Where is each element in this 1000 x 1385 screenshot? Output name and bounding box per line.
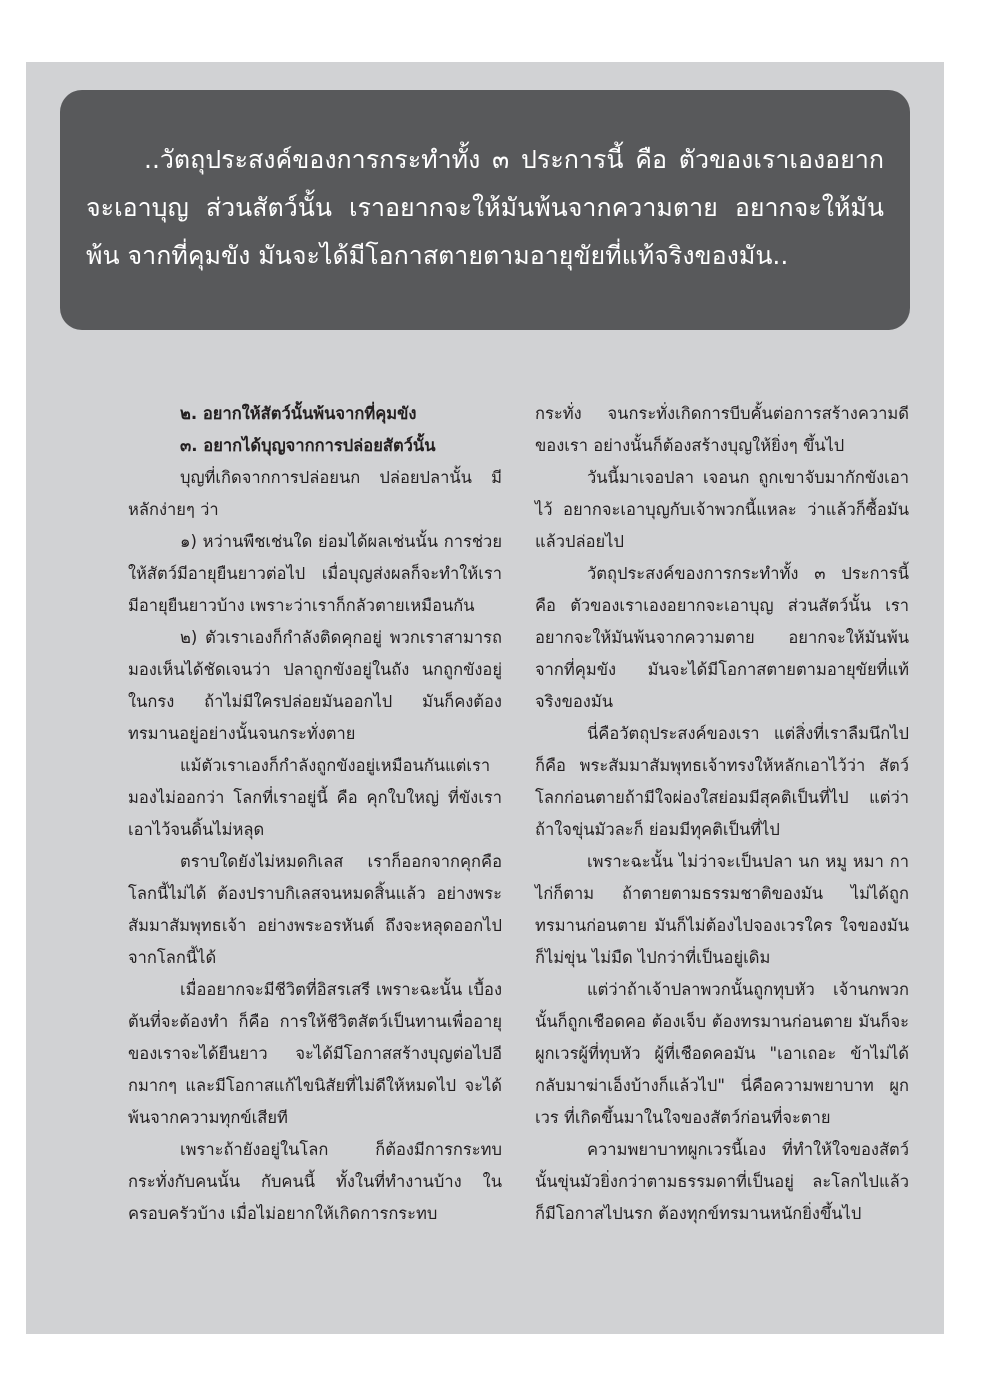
- paragraph: ตราบใดยังไม่หมดกิเลส เราก็ออกจากคุกคือโลกนี้ไม่ได้ ต้องปราบกิเลสจนหมดสิ้นแล้ว อย่างพระสัมมาสัมพุทธเจ้า อย่างพระอรหันต์ ถึงจะหลุดออกไปจากโลกนี้ได้: [128, 852, 502, 967]
- paragraph: วันนี้มาเจอปลา เจอนก ถูกเขาจับมากักขังเอาไว้ อยากจะเอาบุญกับเจ้าพวกนี้แหละ ว่าแล้วก็ซื้อมันแล้วปล่อยไป: [535, 468, 909, 551]
- quote-text: ..วัตถุประสงค์ของการกระทำทั้ง ๓ ประการนี้ คือ ตัวของเราเองอยาก จะเอาบุญ ส่วนสัตว์นั้น เราอยากจะให้มันพ้นจากความตาย อยากจะให้มันพ้น จากที่คุมขัง มันจะได้มีโอกาสตายตามอายุขัยที่แท้จริงของมัน..: [86, 145, 884, 270]
- paragraph: นี่คือวัตถุประสงค์ของเรา แต่สิ่งที่เราลืมนึกไปก็คือ พระสัมมาสัมพุทธเจ้าทรงให้หลักเอาไว้ว่า สัตว์โลกก่อนตายถ้ามีใจผ่องใสย่อมมีสุคติเป็นที่ไป แต่ว่าถ้าใจขุ่นมัวละก็ ย่อมมีทุคติเป็นที่ไป: [535, 724, 909, 839]
- paragraph: วัตถุประสงค์ของการกระทำทั้ง ๓ ประการนี้ คือ ตัวของเราเองอยากจะเอาบุญ ส่วนสัตว์นั้น เราอยากจะให้มันพ้นจากความตาย อยากจะให้มันพ้นจากที่คุมขัง มันจะได้มีโอกาสตายตามอายุขัยที่แท้จริงของมัน: [535, 564, 909, 711]
- list-item-3: ๓. อยากได้บุญจากการปล่อยสัตว์นั้น: [180, 436, 436, 455]
- paragraph: เพราะฉะนั้น ไม่ว่าจะเป็นปลา นก หมู หมา กา ไก่ก็ตาม ถ้าตายตามธรรมชาติของมัน ไม่ได้ถูกทรมานก่อนตาย มันก็ไม่ต้องไปจองเวรใคร ใจของมันก็ไม่ขุ่น ไม่มืด ไปกว่าที่เป็นอยู่เดิม: [535, 852, 909, 967]
- paragraph: ความพยาบาทผูกเวรนี้เอง ที่ทำให้ใจของสัตว์นั้นขุ่นมัวยิ่งกว่าตามธรรมดาที่เป็นอยู่ ละโลกไปแล้ว ก็มีโอกาสไปนรก ต้องทุกข์ทรมานหนักยิ่งขึ้นไป: [535, 1140, 909, 1223]
- paragraph: บุญที่เกิดจากการปล่อยนก ปล่อยปลานั้น มีหลักง่ายๆ ว่า: [128, 468, 502, 519]
- paragraph: แม้ตัวเราเองก็กำลังถูกขังอยู่เหมือนกันแต่เรามองไม่ออกว่า โลกที่เราอยู่นี้ คือ คุกใบใหญ่ ที่ขังเราเอาไว้จนดิ้นไม่หลุด: [128, 756, 502, 839]
- paragraph: แต่ว่าถ้าเจ้าปลาพวกนั้นถูกทุบหัว เจ้านกพวกนั้นก็ถูกเชือดคอ ต้องเจ็บ ต้องทรมานก่อนตาย มันก็จะผูกเวรผู้ที่ทุบหัว ผู้ที่เชือดคอมัน "เอาเถอะ ข้าไม่ได้กลับมาฆ่าเอ็งบ้างก็แล้วไป" นี่คือความพยาบาท ผูกเวร ที่เกิดขึ้นมาในใจของสัตว์ก่อนที่จะตาย: [535, 980, 909, 1127]
- paragraph: เพราะถ้ายังอยู่ในโลก ก็ต้องมีการกระทบกระทั่งกับคนนั้น กับคนนี้ ทั้งในที่ทำงานบ้าง ในครอบครัวบ้าง เมื่อไม่อยากให้เกิดการกระทบ: [128, 1140, 502, 1223]
- paragraph: ๒) ตัวเราเองก็กำลังติดคุกอยู่ พวกเราสามารถมองเห็นได้ชัดเจนว่า ปลาถูกขังอยู่ในถัง นกถูกขังอยู่ในกรง ถ้าไม่มีใครปล่อยมันออกไป มันก็คงต้องทรมานอยู่อย่างนั้นจนกระทั่งตาย: [128, 628, 502, 743]
- left-column: [128, 398, 502, 1230]
- paragraph: ๑) หว่านพืชเช่นใด ย่อมได้ผลเช่นนั้น การช่วยให้สัตว์มีอายุยืนยาวต่อไป เมื่อบุญส่งผลก็จะทำให้เรามีอายุยืนยาวบ้าง เพราะว่าเราก็กลัวตายเหมือนกัน: [128, 532, 502, 615]
- list-item-2: ๒. อยากให้สัตว์นั้นพ้นจากที่คุมขัง: [180, 404, 417, 423]
- quote-box: [60, 90, 910, 330]
- right-column: [535, 398, 909, 1230]
- paragraph: เมื่ออยากจะมีชีวิตที่อิสรเสรี เพราะฉะนั้น เบื้องต้นที่จะต้องทำ ก็คือ การให้ชีวิตสัตว์เป็นทานเพื่ออายุของเราจะได้ยืนยาว จะได้มีโอกาสสร้างบุญต่อไปอีกมากๆ และมีโอกาสแก้ไขนิสัยที่ไม่ดีให้หมดไป จะได้พ้นจากความทุกข์เสียที: [128, 980, 502, 1127]
- paragraph-continued: กระทั่ง จนกระทั่งเกิดการบีบคั้นต่อการสร้างความดีของเรา อย่างนั้นก็ต้องสร้างบุญให้ยิ่งๆ ขึ้นไป: [535, 404, 909, 455]
- page-background: [26, 62, 944, 1334]
